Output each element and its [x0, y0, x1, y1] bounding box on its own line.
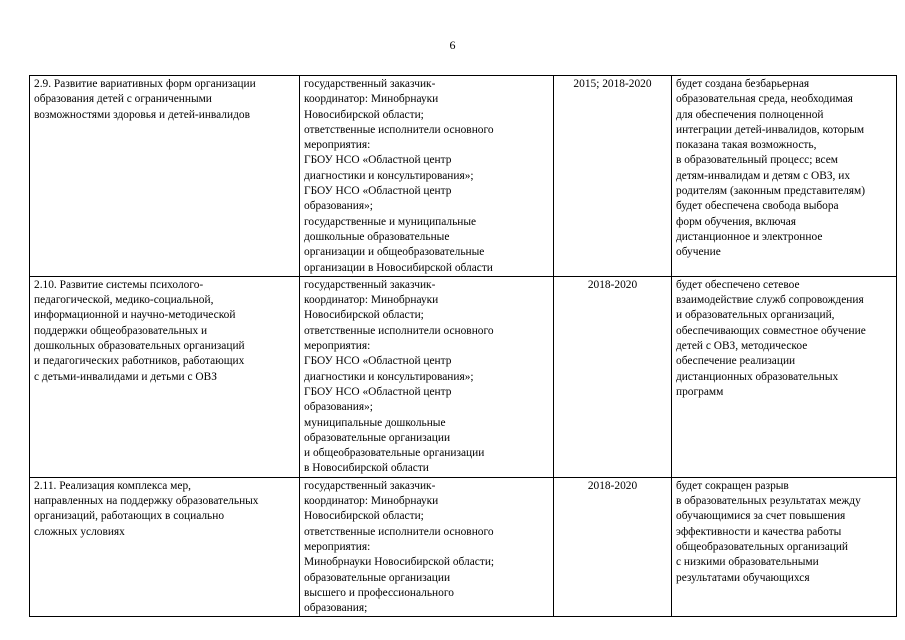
executors-text-line: образовательные организации [304, 431, 451, 444]
executors-cell [300, 276, 554, 477]
result-text-line: программ [676, 385, 724, 398]
executors-text-line: ГБОУ НСО «Областной центр [304, 385, 452, 398]
result-text-line: будет создана безбарьерная [676, 78, 810, 90]
result-text-line: взаимодействие служб сопровождения [676, 294, 864, 307]
result-text-line: будет обеспечена свобода выбора [676, 200, 839, 213]
executors-text-line: координатор: Минобрнауки [304, 93, 439, 106]
result-text-line: форм обучения, включая [676, 215, 797, 228]
activity-text-line: 2.10. Развитие системы психолого- [34, 278, 204, 291]
result-text-line: обеспечивающих совместное обучение [676, 324, 866, 337]
executors-text-line: государственные и муниципальные [304, 215, 477, 228]
result-text-line: детей с ОВЗ, методическое [676, 340, 808, 353]
executors-text-line: диагностики и консультирования»; [304, 370, 474, 383]
executors-text-line: организации и общеобразовательные [304, 246, 485, 259]
result-cell [672, 477, 897, 617]
result-cell [672, 276, 897, 477]
result-text-line: будет обеспечено сетевое [676, 278, 800, 291]
activity-text-line: 2.11. Реализация комплекса мер, [34, 479, 191, 492]
result-text-line: в образовательных результатах между [676, 495, 861, 508]
activity-text-line: с детьми-инвалидами и детьми с ОВЗ [34, 370, 217, 383]
table-row [30, 477, 897, 617]
result-text-line: будет сокращен разрыв [676, 479, 789, 492]
result-text-line: обучение [676, 246, 721, 259]
result-text-line: дистанционных образовательных [676, 370, 839, 383]
table-row [30, 76, 897, 277]
executors-text-line: дошкольные образовательные [304, 230, 450, 243]
activity-text-line: поддержки общеобразовательных и [34, 324, 208, 337]
result-text-line: обучающимися за счет повышения [676, 510, 846, 523]
executors-text-line: государственный заказчик- [304, 278, 436, 291]
executors-text-line: ответственные исполнители основного [304, 324, 494, 337]
result-text-line: интеграции детей-инвалидов, которым [676, 123, 865, 136]
executors-text-line: образования»; [304, 401, 373, 414]
executors-cell [300, 76, 554, 277]
result-text-line: для обеспечения полноценной [676, 108, 824, 121]
executors-text-line: государственный заказчик- [304, 479, 436, 492]
result-text-line: дистанционное и электронное [676, 230, 823, 243]
executors-text-line: муниципальные дошкольные [304, 416, 446, 429]
executors-text-line: высшего и профессионального [304, 586, 454, 599]
page-number: 6 [449, 38, 456, 52]
period-cell [554, 276, 672, 477]
table-row [30, 276, 897, 477]
executors-text-line: мероприятия: [304, 540, 371, 553]
result-text-line: с низкими образовательными [676, 556, 819, 569]
executors-text-line: организации в Новосибирской области [304, 261, 493, 274]
executors-text-line: мероприятия: [304, 340, 371, 353]
period-text: 2015; 2018-2020 [573, 78, 652, 90]
result-text-line: обеспечение реализации [676, 355, 796, 368]
period-cell [554, 477, 672, 617]
activity-cell [30, 477, 300, 617]
period-text: 2018-2020 [587, 278, 638, 291]
executors-text-line: образования»; [304, 200, 373, 213]
executors-text-line: мероприятия: [304, 139, 371, 152]
executors-text-line: ответственные исполнители основного [304, 123, 494, 136]
result-cell [672, 76, 897, 277]
result-text-line: в образовательный процесс; всем [676, 154, 839, 167]
measures-table [29, 75, 897, 617]
result-text-line: эффективности и качества работы [676, 525, 842, 538]
activity-text-line: сложных условиях [34, 525, 125, 538]
activity-text-line: и педагогических работников, работающих [34, 355, 245, 368]
result-text-line: общеобразовательных организаций [676, 540, 849, 553]
activity-text-line: образования детей с ограниченными [34, 93, 212, 106]
executors-text-line: образовательные организации [304, 571, 451, 584]
activity-cell [30, 276, 300, 477]
executors-text-line: ответственные исполнители основного [304, 525, 494, 538]
result-text-line: результатами обучающихся [676, 571, 810, 584]
activity-text-line: педагогической, медико-социальной, [34, 294, 214, 307]
executors-text-line: диагностики и консультирования»; [304, 169, 474, 182]
activity-text-line: дошкольных образовательных организаций [34, 340, 245, 353]
result-text-line: и образовательных организаций, [676, 309, 835, 322]
executors-text-line: Минобрнауки Новосибирской области; [304, 556, 495, 569]
executors-text-line: в Новосибирской области [304, 462, 429, 475]
executors-text-line: Новосибирской области; [304, 309, 424, 322]
executors-cell [300, 477, 554, 617]
executors-text-line: образования; [304, 602, 368, 615]
result-text-line: родителям (законным представителям) [676, 185, 866, 198]
executors-text-line: ГБОУ НСО «Областной центр [304, 185, 452, 198]
executors-text-line: Новосибирской области; [304, 108, 424, 121]
activity-text-line: информационной и научно-методической [34, 309, 236, 322]
executors-text-line: координатор: Минобрнауки [304, 495, 439, 508]
result-text-line: показана такая возможность, [676, 139, 817, 152]
period-text: 2018-2020 [587, 479, 638, 492]
executors-text-line: ГБОУ НСО «Областной центр [304, 154, 452, 167]
activity-text-line: организаций, работающих в социально [34, 510, 225, 523]
activity-text-line: возможностями здоровья и детей-инвалидов [34, 108, 250, 121]
result-text-line: детям-инвалидам и детям с ОВЗ, их [676, 169, 851, 182]
result-text-line: образовательная среда, необходимая [676, 93, 853, 106]
activity-text-line: 2.9. Развитие вариативных форм организации [34, 78, 256, 90]
activity-text-line: направленных на поддержку образовательных [34, 495, 259, 508]
executors-text-line: ГБОУ НСО «Областной центр [304, 355, 452, 368]
executors-text-line: и общеобразовательные организации [304, 447, 485, 460]
period-cell [554, 76, 672, 277]
executors-text-line: Новосибирской области; [304, 510, 424, 523]
executors-text-line: государственный заказчик- [304, 78, 436, 90]
activity-cell [30, 76, 300, 277]
executors-text-line: координатор: Минобрнауки [304, 294, 439, 307]
